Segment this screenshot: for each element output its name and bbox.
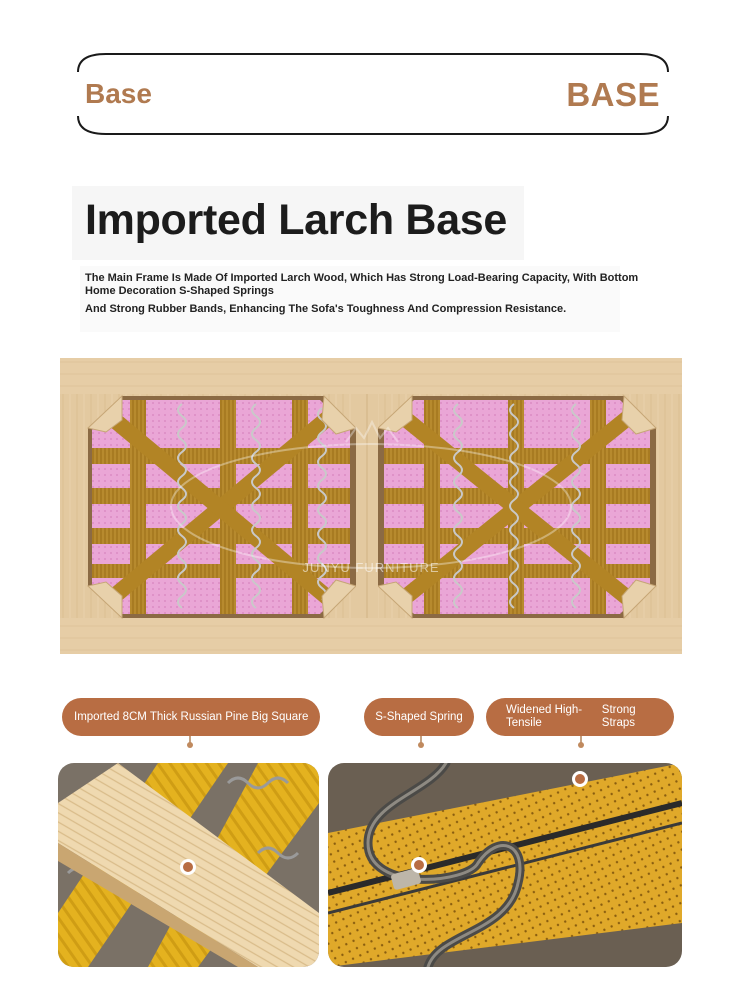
watermark-text: JUNYU FURNITURE [302, 560, 440, 575]
callout-straps-label-1: Widened High-Tensile [506, 704, 583, 729]
hotspot-dot [572, 771, 588, 787]
callout-spring-label: S-Shaped Spring [375, 711, 463, 723]
section-title: Imported Larch Base [85, 196, 508, 244]
callout-straps [486, 698, 674, 736]
description-line-1: The Main Frame Is Made Of Imported Larch Wood, Which Has Strong Load-Bearing Capacity, With Bottom Home Decoration S-Shaped Springs [85, 272, 639, 297]
header-label-caps: BASE [566, 76, 660, 113]
larch-base-photo [60, 358, 682, 654]
callout-connector-end [187, 742, 193, 748]
description-line-2: And Strong Rubber Bands, Enhancing The Sofa's Toughness And Compression Resistance. [85, 303, 567, 315]
callout-spring [364, 698, 474, 736]
callout-connector-end [578, 742, 584, 748]
hotspot-dot [180, 859, 196, 875]
header-label: Base [85, 78, 152, 109]
section-header [76, 52, 670, 136]
callout-frame-label: Imported 8CM Thick Russian Pine Big Square [74, 711, 309, 723]
callout-frame [62, 698, 320, 736]
pine-beam-photo [58, 763, 319, 967]
hotspot-dot [411, 857, 427, 873]
callout-connector-end [418, 742, 424, 748]
callout-straps-label-2: Strong Straps [601, 704, 636, 729]
spring-strap-photo [328, 763, 682, 967]
